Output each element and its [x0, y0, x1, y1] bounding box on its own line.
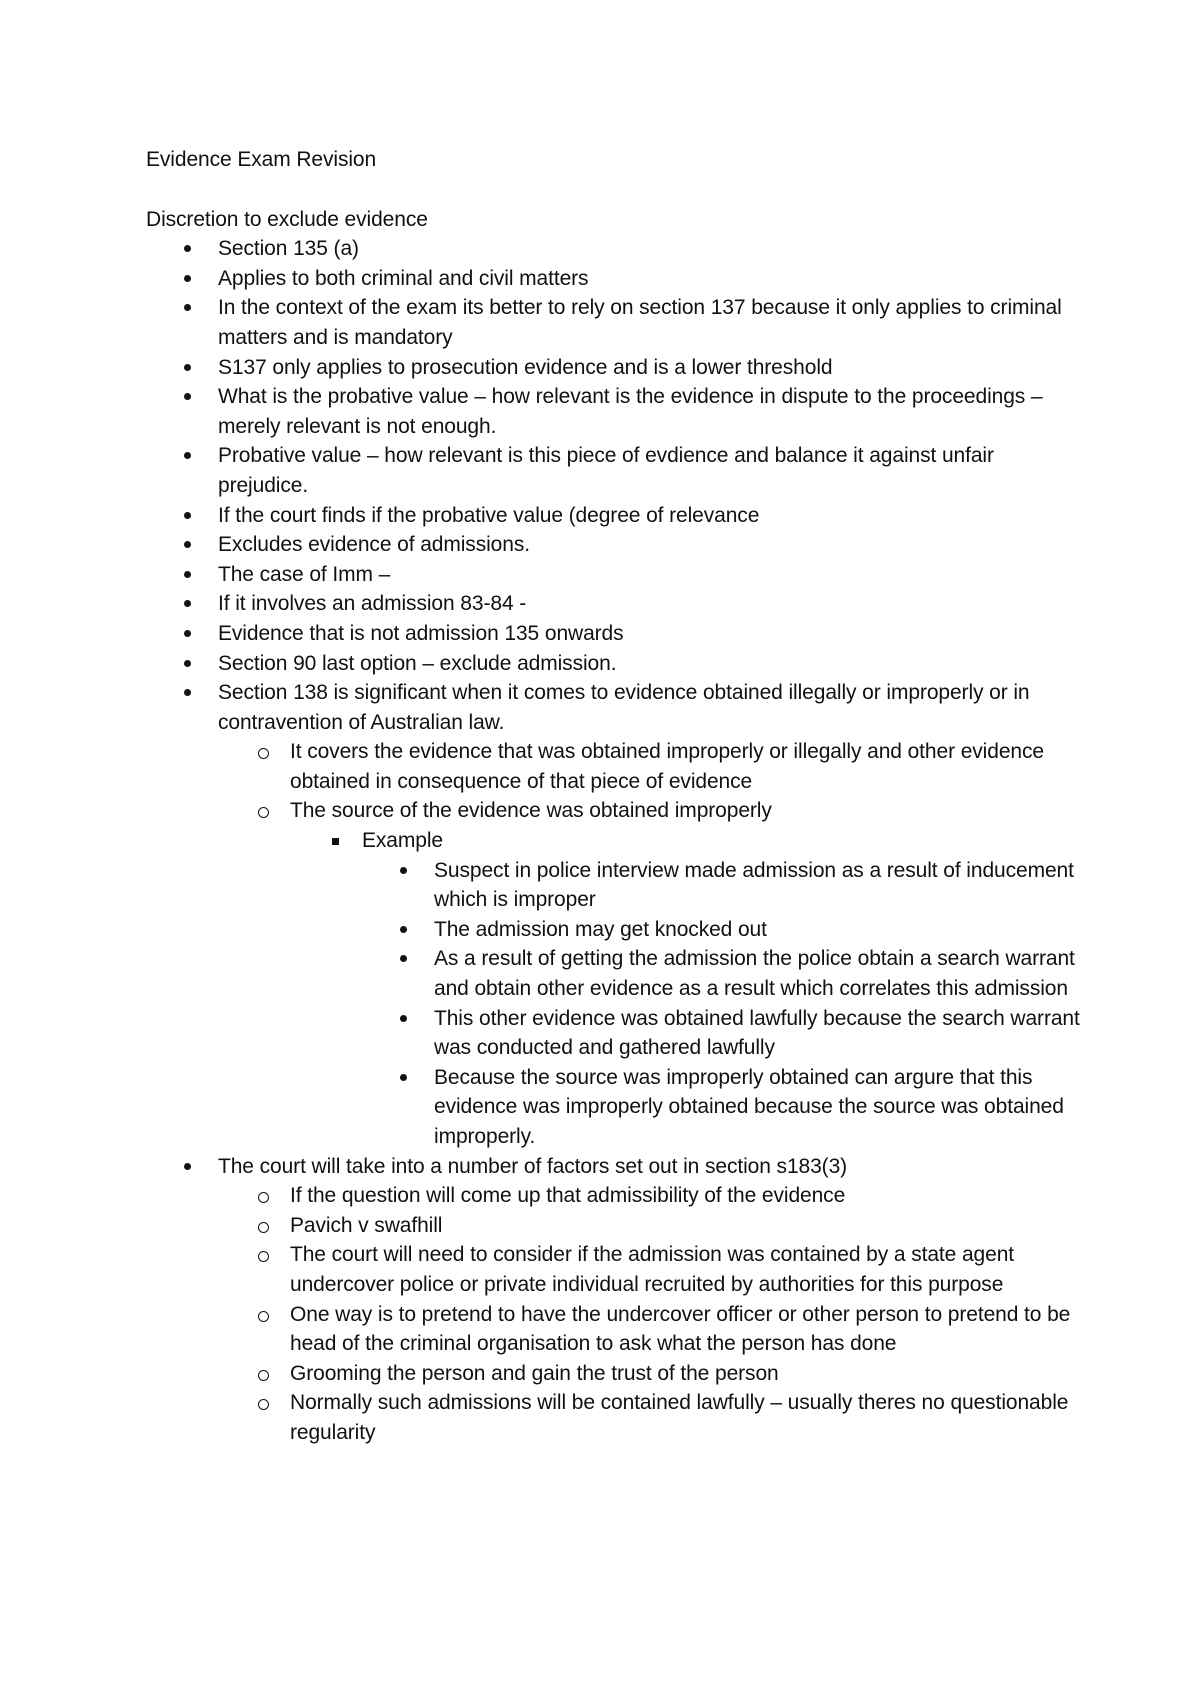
list-item: Example Suspect in police interview made admission as a result of inducement which is improper The admission may get knocked out As a result of getting the admission the police obtain a search warrant and obtain other evidence as a result which correlates this admission This other evidence was obtained lawfully because the search warrant was conducted and gathered lawfully Because the source was improperly obtained can argure that this evidence was improperly obtained because the source was obtained improperly.	[290, 826, 1086, 1152]
list-item: What is the probative value – how relevant is the evidence in dispute to the proceedings – merely relevant is not enough.	[146, 382, 1086, 441]
bullet-dot-icon	[400, 1074, 407, 1081]
bullet-dot-icon	[184, 393, 191, 400]
list-item: Excludes evidence of admissions.	[146, 530, 1086, 560]
bullet-circle-icon	[258, 1222, 269, 1233]
bullet-dot-icon	[184, 275, 191, 282]
list-item: Section 135 (a)	[146, 234, 1086, 264]
list-item: Applies to both criminal and civil matters	[146, 264, 1086, 294]
list-item: The court will need to consider if the admission was contained by a state agent undercover police or private individual recruited by authorities for this purpose	[218, 1240, 1086, 1299]
bullet-dot-icon	[184, 660, 191, 667]
bullet-circle-icon	[258, 1370, 269, 1381]
bullet-dot-icon	[400, 1015, 407, 1022]
main-bullet-list	[146, 234, 1086, 1447]
bullet-dot-icon	[184, 630, 191, 637]
list-item: Because the source was improperly obtained can argure that this evidence was improperly obtained because the source was obtained improperly.	[362, 1063, 1086, 1152]
list-item: If the question will come up that admissibility of the evidence	[218, 1181, 1086, 1211]
list-item: Section 90 last option – exclude admission.	[146, 649, 1086, 679]
list-item: In the context of the exam its better to rely on section 137 because it only applies to criminal matters and is mandatory	[146, 293, 1086, 352]
bullet-dot-icon	[184, 571, 191, 578]
list-item: Suspect in police interview made admission as a result of inducement which is improper	[362, 856, 1086, 915]
bullet-circle-icon	[258, 1251, 269, 1262]
list-item: The case of Imm –	[146, 560, 1086, 590]
list-item: This other evidence was obtained lawfully because the search warrant was conducted and gathered lawfully	[362, 1004, 1086, 1063]
bullet-circle-icon	[258, 1311, 269, 1322]
example-items-list	[362, 856, 1086, 1152]
bullet-dot-icon	[184, 364, 191, 371]
list-item: Probative value – how relevant is this piece of evdience and balance it against unfair prejudice.	[146, 441, 1086, 500]
bullet-circle-icon	[258, 1399, 269, 1410]
bullet-dot-icon	[184, 304, 191, 311]
list-item: Section 138 is significant when it comes to evidence obtained illegally or improperly or in contravention of Australian law. It covers the evidence that was obtained improperly or illegally and other evidence obtained in consequence of that piece of evidence The source of the evidence was obtained improperly Example Suspect in police interview made admission as a result of inducement which is improper The admission may get knocked out As a result of getting the admission the police obtain a search warrant and obtain other evidence as a result which correlates this admission This other evidence was obtained lawfully because the search warrant was conducted and gathered lawfully Because the source was improperly obtained can argure that this evidence was improperly obtained because the source was obtained improperly.	[146, 678, 1086, 1152]
bullet-dot-icon	[400, 955, 407, 962]
list-item: The court will take into a number of factors set out in section s183(3) If the question will come up that admissibility of the evidence Pavich v swafhill The court will need to consider if the admission was contained by a state agent undercover police or private individual recruited by authorities for this purpose One way is to pretend to have the undercover officer or other person to pretend to be head of the criminal organisation to ask what the person has done Grooming the person and gain the trust of the person Normally such admissions will be contained lawfully – usually theres no questionable regularity	[146, 1152, 1086, 1448]
list-item: If it involves an admission 83-84 -	[146, 589, 1086, 619]
list-item: The admission may get knocked out	[362, 915, 1086, 945]
bullet-dot-icon	[184, 1163, 191, 1170]
bullet-circle-icon	[258, 807, 269, 818]
bullet-square-icon	[332, 838, 339, 845]
list-item: As a result of getting the admission the police obtain a search warrant and obtain other evidence as a result which correlates this admission	[362, 944, 1086, 1003]
bullet-circle-icon	[258, 1192, 269, 1203]
bullet-dot-icon	[400, 867, 407, 874]
bullet-dot-icon	[184, 541, 191, 548]
bullet-dot-icon	[184, 452, 191, 459]
list-item: One way is to pretend to have the undercover officer or other person to pretend to be head of the criminal organisation to ask what the person has done	[218, 1300, 1086, 1359]
list-item: If the court finds if the probative value (degree of relevance	[146, 501, 1086, 531]
bullet-dot-icon	[184, 689, 191, 696]
list-item: The source of the evidence was obtained improperly Example Suspect in police interview made admission as a result of inducement which is improper The admission may get knocked out As a result of getting the admission the police obtain a search warrant and obtain other evidence as a result which correlates this admission This other evidence was obtained lawfully because the search warrant was conducted and gathered lawfully Because the source was improperly obtained can argure that this evidence was improperly obtained because the source was obtained improperly.	[218, 796, 1086, 1151]
list-item: S137 only applies to prosecution evidence and is a lower threshold	[146, 353, 1086, 383]
list-item: Pavich v swafhill	[218, 1211, 1086, 1241]
document-title: Evidence Exam Revision	[146, 148, 377, 171]
bullet-dot-icon	[400, 926, 407, 933]
list-item: Evidence that is not admission 135 onwards	[146, 619, 1086, 649]
bullet-dot-icon	[184, 245, 191, 252]
example-sublist	[290, 826, 1086, 1152]
list-item: Grooming the person and gain the trust of the person	[218, 1359, 1086, 1389]
document-body	[146, 145, 1086, 1448]
section-heading: Discretion to exclude evidence	[146, 207, 428, 231]
bullet-circle-icon	[258, 748, 269, 759]
list-item: It covers the evidence that was obtained improperly or illegally and other evidence obtained in consequence of that piece of evidence	[218, 737, 1086, 796]
bullet-dot-icon	[184, 512, 191, 519]
s183-sublist	[218, 1181, 1086, 1447]
s138-sublist	[218, 737, 1086, 1151]
bullet-dot-icon	[184, 600, 191, 607]
list-item: Normally such admissions will be contained lawfully – usually theres no questionable regularity	[218, 1388, 1086, 1447]
